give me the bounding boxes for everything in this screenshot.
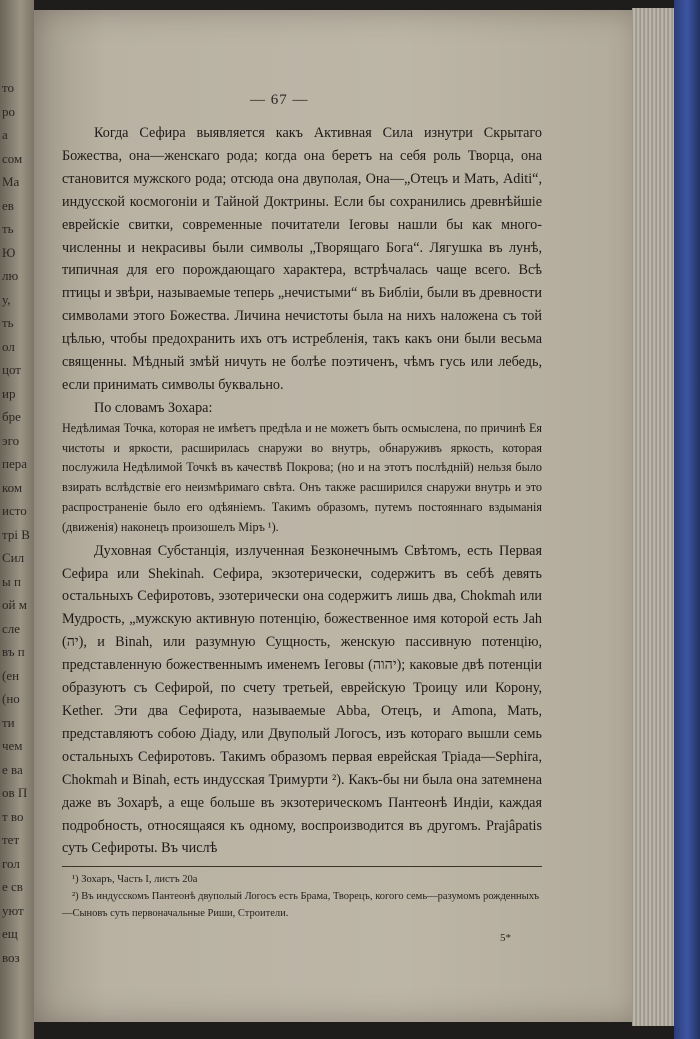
left-page-fragment: цот (2, 362, 21, 377)
left-page-fragment: ти (2, 714, 15, 730)
left-page-fragment: воз (2, 949, 20, 965)
left-page-fragment: лю (2, 268, 19, 283)
left-page-fragment: ть (2, 315, 14, 330)
left-page-fragment: ев (2, 197, 14, 213)
left-page-fragment: у, (2, 291, 11, 307)
left-page-fragment: въ п (2, 644, 25, 659)
left-page-fragment: эго (2, 432, 20, 448)
left-page-fragment: чем (2, 738, 23, 753)
left-page-fragment: ком (2, 479, 23, 495)
left-page-fragment: е ва (2, 761, 23, 777)
footnote-1: ¹) Зохаръ, Часть I, листъ 20а (72, 874, 198, 885)
left-page-fragment: бре (2, 409, 21, 424)
left-page-fragment: сом (2, 150, 23, 166)
paragraph-2: Духовная Субстанція, излученная Безконечнымъ Свѣтомъ, есть Первая Сефира или Shekinah. Сефира, экзотерически, содержитъ въ себѣ девять остальныхъ Сефиротовъ, эзотерически она содержитъ лишь два, Chokmah или Мудрость, „мужскую активную потенцію, божественное имя которой есть Jah (יה), и Binah, или разумную Сущность, женскую пассивную потенцію, представленную божественнымъ именемъ Іеговы (יהוה); каковые двѣ потенціи образуютъ съ Сефирой, по счету третьей, еврейскую Троицу или Корону, Kether. Эти два Сефирота, называемые Abba, Отецъ, и Amona, Мать, представляютъ собою Діаду, или Двуполый Логосъ, изъ котораго вышли семь остальныхъ Сефиротовъ. Такимъ образомъ первая еврейская Тріада—Sephira, Chokmah и Binah, есть индусская Тримурти ²). Какъ-бы ни была она затемнена даже въ Зохарѣ, а еще больше въ экзотерическомъ Пантеонѣ Индіи, каждая подробность, относящаяся къ одному, воспроизводится въ другомъ. Prajâpatis суть Сефироты. Въ числѣ (62, 542, 542, 857)
left-page-fragment: гол (2, 855, 20, 871)
left-page-fragment: Ма (2, 174, 20, 189)
book-cover (674, 0, 700, 1039)
left-page-fragment: сле (2, 620, 21, 636)
page-text (62, 122, 542, 860)
left-page-fragment: е св (2, 879, 23, 894)
left-page-fragment: Сил (2, 550, 25, 565)
lead-in: По словамъ Зохара: (94, 399, 213, 416)
left-page-fragment: тет (2, 832, 20, 847)
left-page-fragment: трі В (2, 526, 30, 542)
left-page-fragment: ол (2, 338, 15, 354)
left-page-fragment: то (2, 80, 15, 95)
left-page-fragment: ов П (2, 785, 28, 800)
paragraph-1: Когда Сефира выявляется какъ Активная Сила изнутри Скрытаго Божества, она—женскаго рода; когда она беретъ на себя роль Творца, она становится мужского рода; отсюда она двуполая, Она—„Отецъ и Мать, Aditi“, индусской космогоніи и Тайной Доктрины. Если бы сохранились древнѣйшіе еврейскіе свитки, современные почитатели Іеговы нашли бы как много-численны и некрасивы были символы „Творящаго Бога“. Лягушка въ лунѣ, типичная для его порождающаго характера, встрѣчалась чаще всего. Всѣ птицы и звѣри, называемые теперь „нечистыми“ въ Библіи, были въ древности символами этого Божества. Личина нечистоты была на нихъ наложена съ той цѣлью, чтобы предохранить ихъ отъ истребленія, такъ какъ они были весьма священны. Мѣдный змѣй ничуть не болѣе поэтиченъ, чѣмъ гусь или лебедь, если принимать символы буквально. (62, 125, 542, 393)
left-page-fragment: ы п (2, 573, 21, 589)
left-page-fragment: ой м (2, 597, 27, 612)
left-page-fragment: ещ (2, 926, 18, 941)
left-page-edge (0, 0, 34, 1039)
left-page-fragment: пера (2, 456, 27, 471)
left-page-fragment: уют (2, 902, 24, 918)
left-page-fragment: ть (2, 221, 14, 236)
footnote-2: ²) Въ индусскомъ Пантеонѣ двуполый Логосъ есть Брама, Творецъ, когого семь—разумомъ рожденныхъ—Сыновъ суть первоначальные Риши, Строители. (62, 891, 540, 919)
page-stack-edge (632, 8, 674, 1026)
left-page-fragment: ир (2, 385, 16, 401)
left-page-fragment: (но (2, 691, 20, 706)
left-page-fragment: т во (2, 808, 24, 824)
left-page-fragment: а (2, 127, 8, 142)
left-page-fragment: Ю (2, 244, 16, 260)
page-number: — 67 — (250, 92, 309, 108)
left-page-fragment: ро (2, 103, 15, 119)
footnotes (62, 866, 542, 922)
left-page-fragment: (ен (2, 667, 20, 683)
zohar-quote: Недѣлимая Точка, которая не имѣетъ предѣла и не можетъ быть осмыслена, по причинѣ Ея чистоты и яркости, расширилась снаружи во внутрь, обнаруживъ яркость, которая послужила Недѣлимой Точкѣ въ качествѣ Покрова; (но и на этотъ послѣдній) нельзя было взирать вслѣдствіе его неизмѣримаго свѣта. Онъ также расширился снаружи внутрь и это распространеніе было его одѣяніемъ. Такимъ образомъ, путемъ постояннаго вздыманія (движенія) наконецъ произошелъ Міръ ¹). (62, 420, 542, 534)
left-page-fragment: исто (2, 503, 27, 518)
signature-mark: 5* (500, 932, 511, 944)
